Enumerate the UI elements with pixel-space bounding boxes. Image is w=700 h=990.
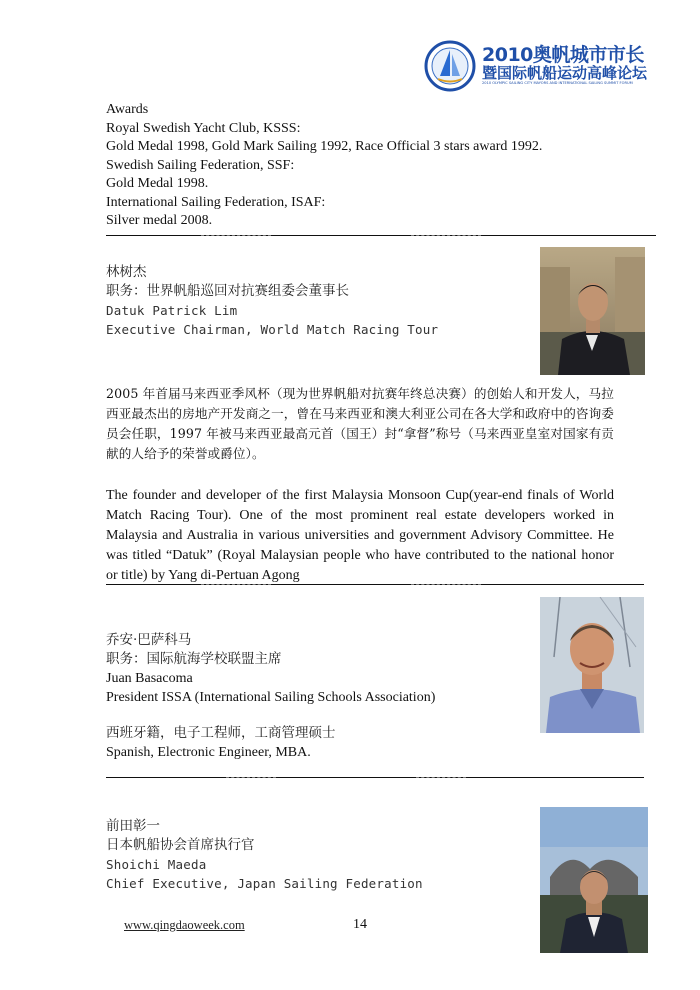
awards-line: Gold Medal 1998, Gold Mark Sailing 1992, Race Official 3 stars award 1992.: [106, 139, 543, 154]
person-1-photo: [540, 247, 645, 375]
person-2-photo: [540, 597, 644, 733]
footer-url[interactable]: www.qingdaoweek.com: [124, 918, 245, 932]
person-bio-en: Spanish, Electronic Engineer, MBA.: [106, 745, 311, 760]
logo-title: 2010奥帆城市市长: [482, 44, 644, 66]
person-2-bio: [106, 724, 336, 762]
person-title-en: Executive Chairman, World Match Racing Tour: [106, 322, 439, 337]
person-2-header: [106, 631, 435, 707]
person-title-cn: 职务：国际航海学校联盟主席: [106, 651, 282, 667]
logo-subtitle: 暨国际帆船运动高峰论坛: [482, 64, 648, 82]
awards-line: Swedish Sailing Federation, SSF:: [106, 157, 295, 173]
person-name-cn: 前田彰一: [106, 818, 160, 834]
section-divider: [106, 584, 644, 585]
awards-section: [106, 101, 542, 231]
person-name-cn: 乔安·巴萨科马: [106, 632, 192, 648]
person-title-en: President ISSA (International Sailing Schools Association): [106, 690, 436, 705]
person-3-photo: [540, 807, 648, 953]
section-divider: [106, 777, 644, 778]
person-title-en: Chief Executive, Japan Sailing Federation: [106, 876, 423, 891]
person-1-bio-en: The founder and developer of the first Malaysia Monsoon Cup(year-end finals of World Match Racing Tour). One of the most prominent real estate developers worked in Malaysia and Australia in various universities and government Advisory Committee. He was titled “Datuk” (Royal Malaysian people who have contributed to the national honor or title) by Yang di-Pertuan Agong: [106, 488, 614, 583]
awards-line: Royal Swedish Yacht Club, KSSS:: [106, 120, 301, 136]
person-title-cn: 日本帆船协会首席执行官: [106, 837, 255, 853]
person-title-cn: 职务：世界帆船巡回对抗赛组委会董事长: [106, 283, 349, 299]
awards-heading: Awards: [106, 102, 149, 117]
person-1-bio-cn: 2005 年首届马来西亚季风杯（现为世界帆船对抗赛年终总决赛）的创始人和开发人，马拉西亚最杰出的房地产开发商之一，曾在马来西亚和澳大利亚公司在各大学和政府中的咨询委员会任职，1997 年被马来西亚最高元首（国王）封“拿督”称号（马来西亚皇室对国家有贡献的人给予的荣誉或爵位）。: [106, 386, 614, 461]
person-name-en: Datuk Patrick Lim: [106, 303, 238, 318]
awards-line: Silver medal 2008.: [106, 213, 213, 228]
logo-small-text: 2010 OLYMPIC SAILING CITY MAYORS AND INTERNATIONAL SAILING SUMMIT FORUM: [482, 81, 633, 85]
header-logo: [424, 38, 654, 94]
section-divider: [106, 235, 656, 236]
forum-emblem-icon: [424, 40, 476, 92]
person-bio-cn: 西班牙籍，电子工程师，工商管理硕士: [106, 725, 336, 741]
page-number: 14: [353, 917, 367, 932]
person-name-cn: 林树杰: [106, 264, 147, 280]
awards-line: International Sailing Federation, ISAF:: [106, 194, 326, 210]
person-name-en: Juan Basacoma: [106, 671, 193, 686]
person-3-header: [106, 817, 423, 893]
person-1-header: [106, 263, 438, 339]
person-name-en: Shoichi Maeda: [106, 857, 207, 872]
awards-line: Gold Medal 1998.: [106, 176, 209, 191]
